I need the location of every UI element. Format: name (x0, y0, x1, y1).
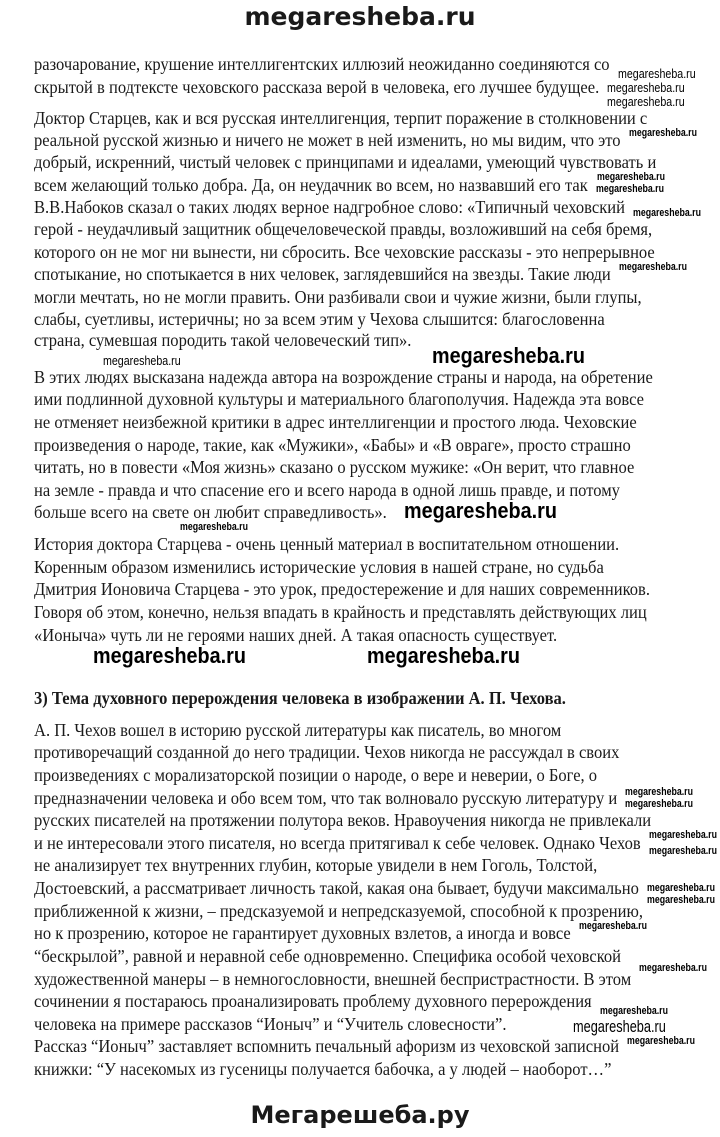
watermark: megaresheba.ru (625, 798, 694, 810)
watermark: megaresheba.ru (607, 80, 685, 95)
text-line: реальной русской жизнью и ничего не может в ней изменить, но мы видим, что это (34, 130, 621, 150)
text-line: Рассказ “Ионыч” заставляет вспомнить печальный афоризм из чеховской записной (34, 1036, 620, 1056)
text-line: герой - неудачливый защитник общечеловеческой правды, возложивший на себя бремя, (34, 219, 653, 239)
watermark: megaresheba.ru (648, 845, 717, 857)
text-line: Говоря об этом, конечно, нельзя впадать в крайность и представлять действующих лиц (34, 602, 647, 622)
section-heading: 3) Тема духовного перерождения человека в изображении А. П. Чехова. (34, 688, 566, 708)
text-line: Достоевский, а рассматривает личность такой, какая она бывает, будучи максимально (34, 878, 639, 898)
watermark: megaresheba.ru (404, 498, 557, 523)
text-line: скрытой в подтексте чеховского рассказа верой в человека, его лучшее будущее. (34, 77, 600, 97)
text-line: не анализирует тех внутренних глубин, которые увидели в нем Гоголь, Толстой, (34, 855, 598, 875)
text-line: добрый, искренний, чистый человек с принципами и идеалами, умеющий чувствовать и (34, 152, 657, 172)
text-line: сочинении я постараюсь проанализировать проблему духовного перерождения (34, 991, 592, 1011)
text-line: страна, сумевшая породить такой человеческий тип». (34, 330, 412, 350)
watermark: megaresheba.ru (646, 882, 715, 894)
text-line: приближенной к жизни, – предсказуемой и непредсказуемой, способной к прозрению, (34, 901, 643, 921)
text-line: противоречащий созданной до него традиции. Чехов никогда не рассуждал в своих (34, 742, 620, 762)
watermark: megaresheba.ru (103, 353, 181, 368)
text-line: История доктора Старцева - очень ценный материал в воспитательном отношении. (34, 534, 620, 554)
text-line: на земле - правда и что спасение его и всего народа в одной лишь правде, и потому (34, 480, 620, 500)
text-line: Дмитрия Ионовича Старцева - это урок, предостережение и для наших современников. (34, 579, 650, 599)
text-line: художественной манеры – в немногословности, внешней беспристрастности. В этом (34, 969, 632, 989)
text-line: «Ионыча» чуть ли не героями наших дней. А такая опасность существует. (34, 625, 558, 645)
text-line: но к прозрению, которое не гарантирует духовных взлетов, а иногда и вовсе (34, 923, 571, 943)
text-line: А. П. Чехов вошел в историю русской литературы как писатель, во многом (34, 720, 562, 740)
site-footer-logo: Мегарешеба.ру (250, 1101, 470, 1129)
watermark: megaresheba.ru (367, 643, 520, 668)
text-line: произведения о народе, такие, как «Мужики», «Бабы» и «В овраге», просто страшно (34, 435, 631, 455)
watermark: megaresheba.ru (180, 521, 248, 533)
text-line: спотыкание, но спотыкается в них человек, заглядевшийся на звезды. Такие люди (34, 264, 611, 284)
watermark: megaresheba.ru (607, 94, 685, 109)
text-line: предназначении человека и обо всем том, что так волновало русскую литературу и (34, 788, 618, 808)
text-line: В этих людях высказана надежда автора на возрождение страны и народа, на обретение (34, 367, 653, 387)
text-line: Коренным образом изменились исторические условия в нашей стране, но судьба (34, 557, 604, 577)
text-line: произведениях с морализаторской позиции о народе, о вере и неверии, о Боге, о (34, 765, 598, 785)
text-line: разочарование, крушение интеллигентских иллюзий неожиданно соединяются со (34, 54, 610, 74)
watermark: megaresheba.ru (618, 261, 687, 273)
text-line: “бескрылой”, равной и неравной себе одновременно. Специфика особой чеховской (34, 946, 622, 966)
watermark: megaresheba.ru (599, 1005, 668, 1017)
watermark: megaresheba.ru (632, 207, 701, 219)
watermark: megaresheba.ru (617, 66, 696, 81)
watermark: megaresheba.ru (578, 920, 647, 932)
text-line: всем желающий только добра. Да, он неудачник во всем, но назвавший его так (34, 175, 588, 195)
watermark: megaresheba.ru (627, 1035, 696, 1047)
text-line: могли мечтать, но не могли править. Они разбивали свои и чужие жизни, были глупы, (34, 287, 642, 307)
watermark: megaresheba.ru (573, 1017, 666, 1036)
text-line: и не интересовали этого писателя, но всегда притягивал к себе человек. Однако Чехов (34, 833, 641, 853)
watermark: megaresheba.ru (648, 829, 717, 841)
watermark: megaresheba.ru (646, 894, 715, 906)
watermark: megaresheba.ru (93, 643, 246, 668)
watermark: megaresheba.ru (597, 171, 665, 183)
text-line: книжки: “У насекомых из гусеницы получается бабочка, а у людей – наоборот…” (34, 1059, 612, 1079)
text-line: человека на примере рассказов “Ионыч” и “Учитель словесности”. (34, 1014, 507, 1034)
text-line: слабы, суетливы, истеричны; но за всем этим у Чехова слышится: благословенна (34, 309, 605, 329)
text-line: ими подлинной духовной культуры и материального благополучия. Надежда эта вовсе (34, 389, 644, 409)
watermark: megaresheba.ru (628, 127, 697, 139)
watermark: megaresheba.ru (625, 786, 694, 798)
watermark: megaresheba.ru (432, 343, 585, 368)
text-line: русских писателей на протяжении полутора веков. Нравоучения никогда не привлекали (34, 810, 652, 830)
watermark: megaresheba.ru (639, 962, 708, 974)
text-line: Доктор Старцев, как и вся русская интеллигенция, терпит поражение в столкновении с (34, 108, 648, 128)
watermark: megaresheba.ru (595, 183, 664, 195)
text-line: не отменяет неизбежной критики в адрес интеллигенции и простого люда. Чеховские (34, 412, 637, 432)
text-line: читать, но в повести «Моя жизнь» сказано о русском мужике: «Он верит, что главное (34, 457, 635, 477)
text-line: В.В.Набоков сказал о таких людях верное надгробное слово: «Типичный чеховский (34, 197, 625, 217)
text-line: больше всего на свете он любит справедливость». (34, 502, 387, 522)
text-line: которого он не мог ни вынести, ни сбросить. Все чеховские рассказы - это непрерывное (34, 242, 655, 262)
site-header-logo: megaresheba.ru (244, 2, 476, 31)
